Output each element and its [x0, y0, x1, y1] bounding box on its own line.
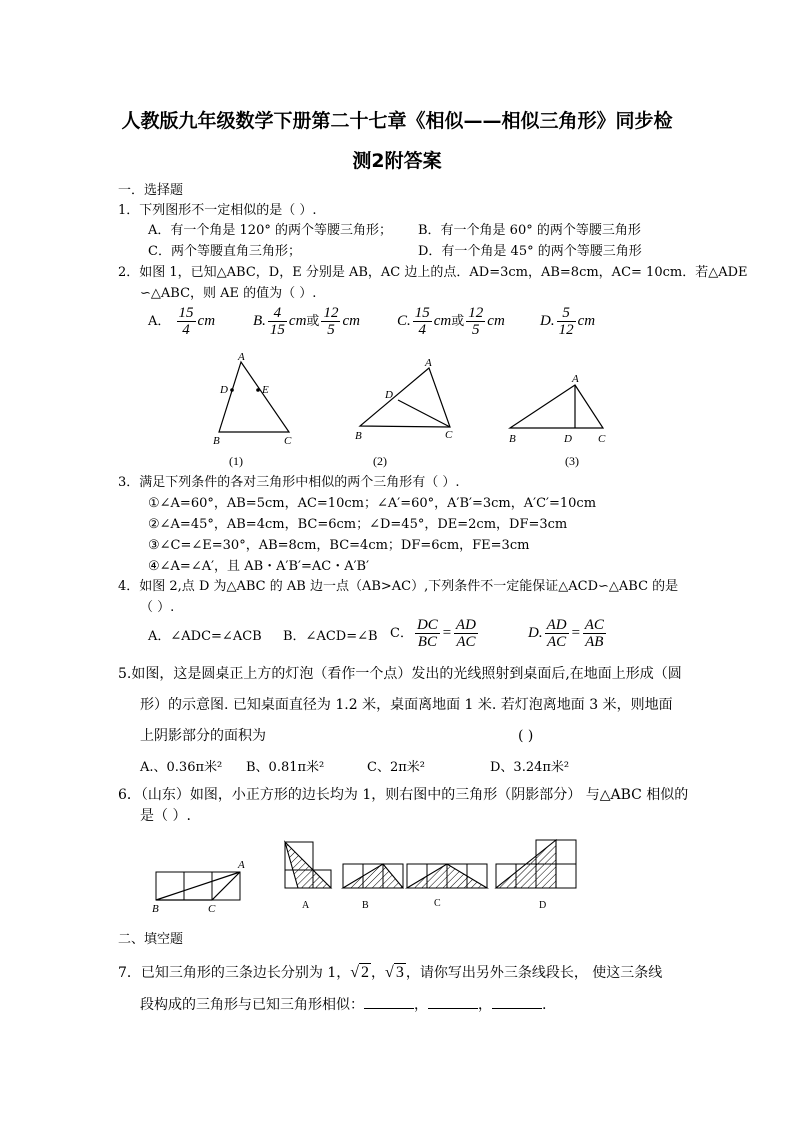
fig1-label-b: B [213, 435, 220, 447]
figure-abc [152, 859, 245, 914]
fraction: $\frac{AD}{AC}$ [546, 617, 567, 650]
fig3-label-c: C [598, 433, 606, 445]
fraction: $\frac{12}{5}$ [468, 305, 484, 338]
q3-condition-1: ①∠A=60°，AB=5cm，AC=10cm；∠A′=60°，A′B′=3cm，A′C′=10cm [148, 496, 597, 511]
fraction: $\frac{AD}{AC}$ [455, 617, 476, 650]
q4-stem-line2: （ ）. [140, 600, 175, 615]
option-a-shaded-triangle [285, 842, 331, 888]
q4-option-d: D. $\frac{AD}{AC}$ = $\frac{AC}{AB}$ [528, 617, 604, 650]
q7-line1: 7．已知三角形的三条边长分别为 1，√ 2 ，√ 3 ，请你写出另外三条线段长， 使这三条线 [118, 962, 662, 984]
answer-blank-2[interactable] [428, 996, 478, 1009]
answer-blank-3[interactable] [492, 996, 542, 1009]
caption-c: C [434, 898, 441, 909]
label-c: C [208, 903, 216, 914]
section1-heading: 一．选择题 [118, 183, 184, 198]
q3-stem: 3．满足下列条件的各对三角形中相似的两个三角形有（ ）. [118, 475, 460, 490]
answer-blank-1[interactable] [364, 996, 414, 1009]
triangle-figures [195, 348, 635, 472]
q4-stem-line1: 4．如图 2,点 D 为△ABC 的 AB 边一点（AB>AC）,下列条件不一定能保证△ACD∽△ABC 的是 [118, 579, 679, 594]
fraction: $\frac{15}{4}$ [178, 305, 194, 338]
figure-2 [355, 357, 453, 468]
fig3-caption: (3) [565, 454, 579, 468]
grid-triangle-figures [148, 836, 588, 914]
q4-option-c: C． $\frac{DC}{BC}$ = $\frac{AD}{AC}$ [390, 617, 476, 650]
section2-heading: 二、填空题 [118, 932, 184, 947]
q4-option-a: A．∠ADC=∠ACB [148, 629, 262, 644]
q5-line1: 5.如图，这是圆桌正上方的灯泡（看作一个点）发出的光线照射到桌面后,在地面上形成（圆 [118, 666, 682, 682]
q5-option-d: D、3.24π米² [490, 760, 570, 775]
q2-option-b: B. $\frac{4}{15}$ cm或 $\frac{12}{5}$ cm [253, 305, 360, 338]
fig1-caption: (1) [229, 454, 243, 468]
q6-line1: 6．（山东）如图，小正方形的边长均为 1，则右图中的三角形（阴影部分） 与△ABC 相似的 [118, 787, 689, 803]
fraction: $\frac{12}{5}$ [323, 305, 339, 338]
caption-d: D [539, 900, 547, 911]
fig1-label-a: A [238, 351, 245, 363]
caption-a: A [302, 900, 310, 911]
q5-line3: 上阴影部分的面积为 [140, 728, 266, 744]
option-d-figure [496, 840, 576, 911]
q2-stem-line2: ∽△ABC，则 AE 的值为（ ）. [140, 286, 317, 301]
label-a: A [238, 859, 245, 871]
q7-line2: 段构成的三角形与已知三角形相似： ， ， . [140, 997, 547, 1013]
q1-option-c: C．两个等腰直角三角形； [148, 244, 301, 259]
figure-1 [213, 351, 292, 468]
q2-stem-line1: 2．如图 1，已知△ABC，D，E 分别是 AB，AC 边上的点．AD=3cm，AB=8cm，AC= 10cm．若△ADE [118, 265, 748, 280]
q1-stem: 1．下列图形不一定相似的是（ ）. [118, 203, 317, 218]
fig3-triangle [510, 385, 603, 428]
fig1-point-e [256, 388, 260, 392]
q5-option-a: A.、0.36π米² [140, 760, 223, 775]
option-b-shaded-triangle [343, 864, 403, 888]
q3-condition-2: ②∠A=45°，AB=4cm，BC=6cm；∠D=45°，DE=2cm，DF=3cm [148, 517, 568, 532]
caption-b: B [362, 900, 369, 911]
triangle-abc [156, 872, 240, 900]
fig3-label-a: A [572, 373, 579, 385]
q1-option-b: B．有一个角是 60° 的两个等腰三角形 [418, 223, 641, 238]
figure-3 [509, 373, 606, 468]
label-b: B [152, 903, 159, 914]
q5-option-b: B、0.81π米² [246, 760, 325, 775]
option-c-figure [407, 864, 487, 909]
fig1-point-d [230, 388, 234, 392]
fig2-triangle [360, 368, 450, 427]
fig2-label-d: D [385, 389, 393, 401]
fig1-label-e: E [262, 384, 269, 396]
q2-option-c: C. $\frac{15}{4}$ cm或 $\frac{12}{5}$ cm [397, 305, 505, 338]
fig1-label-c: C [284, 435, 292, 447]
fig2-caption: (2) [373, 454, 387, 468]
doc-title-line2: 测2附答案 [352, 150, 442, 172]
fraction: $\frac{4}{15}$ [269, 305, 285, 338]
fig3-label-d: D [564, 433, 572, 445]
q5-answer-bracket: ( ) [518, 728, 534, 744]
q5-option-c: C、2π米² [367, 760, 425, 775]
option-b-figure [343, 864, 403, 911]
q1-option-a: A．有一个角是 120° 的两个等腰三角形； [148, 223, 392, 238]
fig2-label-c: C [445, 429, 453, 441]
fig2-label-b: B [355, 430, 362, 442]
q3-condition-4: ④∠A=∠A′，且 AB・A′B′=AC・A′B′ [148, 559, 370, 574]
fig2-label-a: A [425, 357, 432, 369]
fraction: $\frac{5}{12}$ [558, 305, 574, 338]
option-c-shaded-triangle [407, 864, 487, 888]
fraction: $\frac{DC}{BC}$ [416, 617, 438, 650]
q3-condition-3: ③∠C=∠E=30°，AB=8cm，BC=4cm；DF=6cm，FE=3cm [148, 538, 530, 553]
fraction: $\frac{AC}{AB}$ [584, 617, 604, 650]
sqrt-2: √ 2 [350, 964, 370, 981]
q4-option-b: B．∠ACD=∠B [283, 629, 378, 644]
doc-title-line1: 人教版九年级数学下册第二十七章《相似——相似三角形》同步检 [121, 110, 673, 132]
q2-option-a: A． $\frac{15}{4}$ cm [148, 305, 216, 338]
option-a-figure [285, 842, 331, 911]
fraction: $\frac{15}{4}$ [414, 305, 430, 338]
fig3-label-b: B [509, 433, 516, 445]
q1-option-d: D．有一个角是 45° 的两个等腰三角形 [418, 244, 642, 259]
q2-option-d: D. $\frac{5}{12}$ cm [540, 305, 596, 338]
sqrt-3: √ 3 [385, 964, 404, 981]
q6-line2: 是（ ）. [140, 808, 191, 824]
fig1-label-d: D [220, 384, 228, 396]
q5-line2: 形）的示意图. 已知桌面直径为 1.2 米，桌面离地面 1 米. 若灯泡离地面 3 米，则地面 [140, 697, 673, 713]
fig1-triangle [219, 362, 289, 432]
